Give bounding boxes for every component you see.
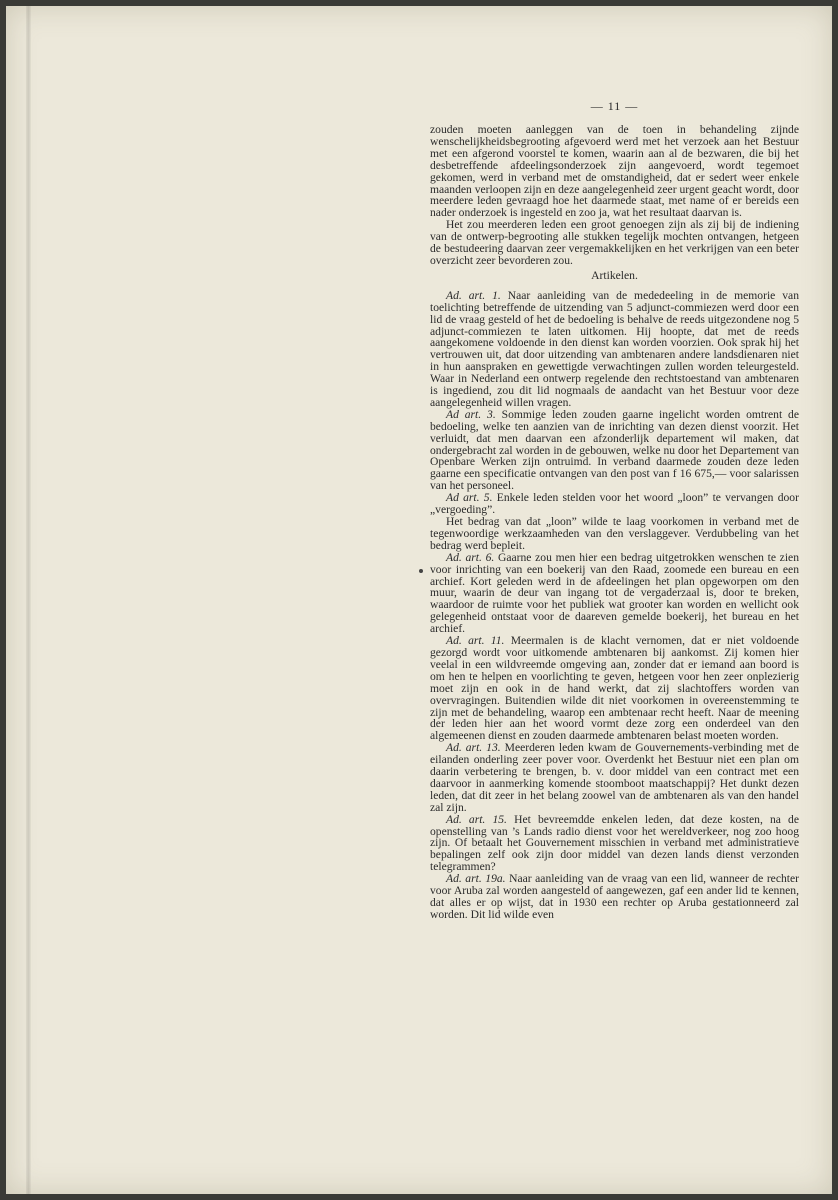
paragraph-text: Het bevreemdde enkelen leden, dat deze kosten, na de openstelling van ’s Lands radio dienst voor het wereldverkeer, nog zoo hoog zijn. Of betaalt het Gouvernement misschien in verband met administratieve bepalingen zelf ook zijn door middel van dezen lands dienst verzonden telegrammen?	[430, 812, 799, 874]
paragraph-text: Meerderen leden kwam de Gouvernements-verbinding met de eilanden onderling zeer pover voor. Overdenkt het Bestuur niet een plan om daarin verbetering te brengen, b. v. door middel van een contract met een daarvoor in aanmerking komende stoomboot maatschappij? Het dunkt dezen leden, dat dit zeer in het belang zoowel van de ambtenaren als van den handel zal zijn.	[430, 741, 799, 814]
paragraph-text: Het zou meerderen leden een groot genoegen zijn als zij bij de indiening van de ontwerp-begrooting alle stukken tegelijk mochten ontvangen, hetgeen de bestudeering daarvan zeer vergemakkelijken en het verkrijgen van een beter overzicht zeer bevorderen zou.	[430, 218, 799, 267]
article-paragraph	[430, 552, 799, 635]
article-reference: Ad art. 3.	[446, 407, 496, 421]
paragraph-text: Meermalen is de klacht vernomen, dat er niet voldoende gezorgd wordt voor uitkomende ambtenaren bij aankomst. Zij komen hier veelal in een wildvreemde omgeving aan, zonder dat er iemand aan boord is om hen te helpen en voorlichting te geven, hetgeen voor hen zeer onplezierig moet zijn en ook in de hand werkt, dat zij slachtoffers worden van overvragingen. Buitendien wilde dit niet voorkomen in overeenstemming te zijn met de behandeling, waarop een ambtenaar recht heeft. Naar de meening der leden hier aan het woord vormt deze zorg een onderdeel van den algemeenen dienst en zouden daarmede ambtenaren belast moeten worden.	[430, 634, 799, 743]
margin-mark	[419, 569, 423, 573]
article-reference: Ad. art. 11.	[446, 634, 505, 648]
page-binding-edge	[26, 6, 31, 1194]
article-paragraph	[430, 492, 799, 516]
article-reference: Ad. art. 15.	[446, 812, 507, 826]
article-paragraph	[430, 635, 799, 742]
article-reference: Ad. art. 6.	[446, 550, 495, 564]
article-paragraph	[430, 814, 799, 874]
article-reference: Ad. art. 19a.	[446, 872, 506, 886]
text-column	[430, 124, 799, 921]
paragraph	[430, 219, 799, 267]
article-paragraph	[430, 409, 799, 492]
article-paragraph	[430, 290, 799, 409]
paragraph-text: Naar aanleiding van de mededeeling in de memorie van toelichting betreffende de uitzending van 5 adjunct-commiezen werd door een lid de vraag gesteld of het de bedoeling is behalve de reeds uitgezondene nog 5 adjunct-commiezen te laten uitkomen. Hij hoopte, dat met de reeds aangekomene voldoende in den dienst kan worden voorzien. Ook sprak hij het vertrouwen uit, dat door uitzending van ambtenaren andere landsdienaren niet in hun aanspraken en gewettigde verwachtingen zullen worden teleurgesteld. Waar in Nederland een ontwerp regelende den rechtstoestand van ambtenaren is ingediend, zou dit lid nogmaals de aandacht van het Bestuur voor deze aangelegenheid willen vragen.	[430, 288, 799, 409]
paragraph-text: zouden moeten aanleggen van de toen in behandeling zijnde wenschelijkheidsbegrooting afgevoerd werd met het verzoek aan het Bestuur met een afgerond voorstel te komen, waarin aan al de bezwaren, die bij het desbetreffende afdeelingsonderzoek zijn aangevoerd, wordt tegemoet gekomen, werd in verband met de omstandigheid, dat er sedert weer enkele maanden verloopen zijn en deze aangelegenheid zeer urgent geacht wordt, door meerdere leden gevraagd hoe het daarmede staat, met name of er bereids een nader onderzoek is ingesteld en zoo ja, wat het resultaat daarvan is.	[430, 123, 800, 220]
article-paragraph	[430, 742, 799, 813]
section-heading: Artikelen.	[591, 268, 638, 282]
paragraph-text: Het bedrag van dat „loon” wilde te laag voorkomen in verband met de tegenwoordige werkzaamheden van den verslaggever. Verdubbeling van het bedrag werd bepleit.	[430, 515, 799, 552]
paragraph-text: Naar aanleiding van de vraag van een lid, wanneer de rechter voor Aruba zal worden aangesteld of aangewezen, gaf een ander lid te kennen, dat alles er op wijst, dat in 1930 een rechter op Aruba gestationneerd zal worden. Dit lid wilde even	[430, 872, 799, 921]
article-reference: Ad. art. 1.	[446, 288, 501, 302]
document-page	[6, 6, 832, 1194]
paragraph	[430, 516, 799, 552]
article-reference: Ad art. 5.	[446, 491, 493, 505]
paragraph-text: Enkele leden stelden voor het woord „loon” te vervangen door „vergoeding”.	[430, 491, 799, 517]
page-number: — 11 —	[590, 99, 639, 113]
article-reference: Ad. art. 13.	[446, 741, 501, 755]
article-paragraph	[430, 873, 799, 921]
paragraph-text: Gaarne zou men hier een bedrag uitgetrokken wenschen te zien voor inrichting van een boekerij van den Raad, zoomede een bureau en een archief. Kort geleden werd in de afdeelingen het plan opgeworpen om den muur, waarin de deur van ingang tot de vergaderzaal is, door te breken, waardoor de ruimte voor het publiek wat grooter kan worden en wellicht ook gelegenheid ontstaat voor de daareven gemelde boekerij, het bureau en het archief.	[430, 550, 799, 636]
paragraph-text: Sommige leden zouden gaarne ingelicht worden omtrent de bedoeling, welke ten aanzien van de inrichting van dezen dienst voorzit. Het verluidt, dat men daarvan een afzonderlijk departement wil maken, dat ondergebracht zal worden in de gebouwen, welke nu door het Departement van Openbare Werken zijn ontruimd. In verband daarmede zouden deze leden gaarne een specificatie ontvangen van den post van f 16 675,— voor salarissen van het personeel.	[430, 407, 799, 493]
paragraph	[430, 124, 799, 219]
